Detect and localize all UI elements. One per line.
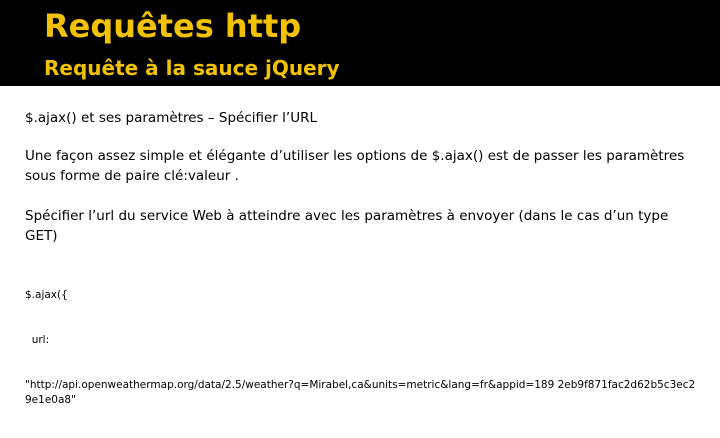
slide-header — [0, 0, 720, 86]
section-heading: $.ajax() et ses paramètres – Spécifier l’URL — [25, 110, 317, 126]
code-block — [25, 258, 700, 438]
code-line: $.ajax({ — [25, 289, 68, 301]
slide-title: Requêtes http — [44, 7, 302, 45]
code-line: "http://api.openweathermap.org/data/2.5/weather?q=Mirabel,ca&units=metric&lang=fr&appid=189 2eb9f871fac2d62b5c3ec29e1e0a8" — [25, 379, 696, 406]
slide-subtitle: Requête à la sauce jQuery — [44, 56, 340, 80]
slide-content — [25, 108, 700, 438]
code-line: url: — [25, 334, 50, 346]
paragraph-url: Spécifier l’url du service Web à atteindre avec les paramètres à envoyer (dans le cas d’un type GET) — [25, 208, 669, 244]
paragraph-intro: Une façon assez simple et élégante d’utiliser les options de $.ajax() est de passer les paramètres sous forme de paire clé:valeur . — [25, 148, 685, 184]
